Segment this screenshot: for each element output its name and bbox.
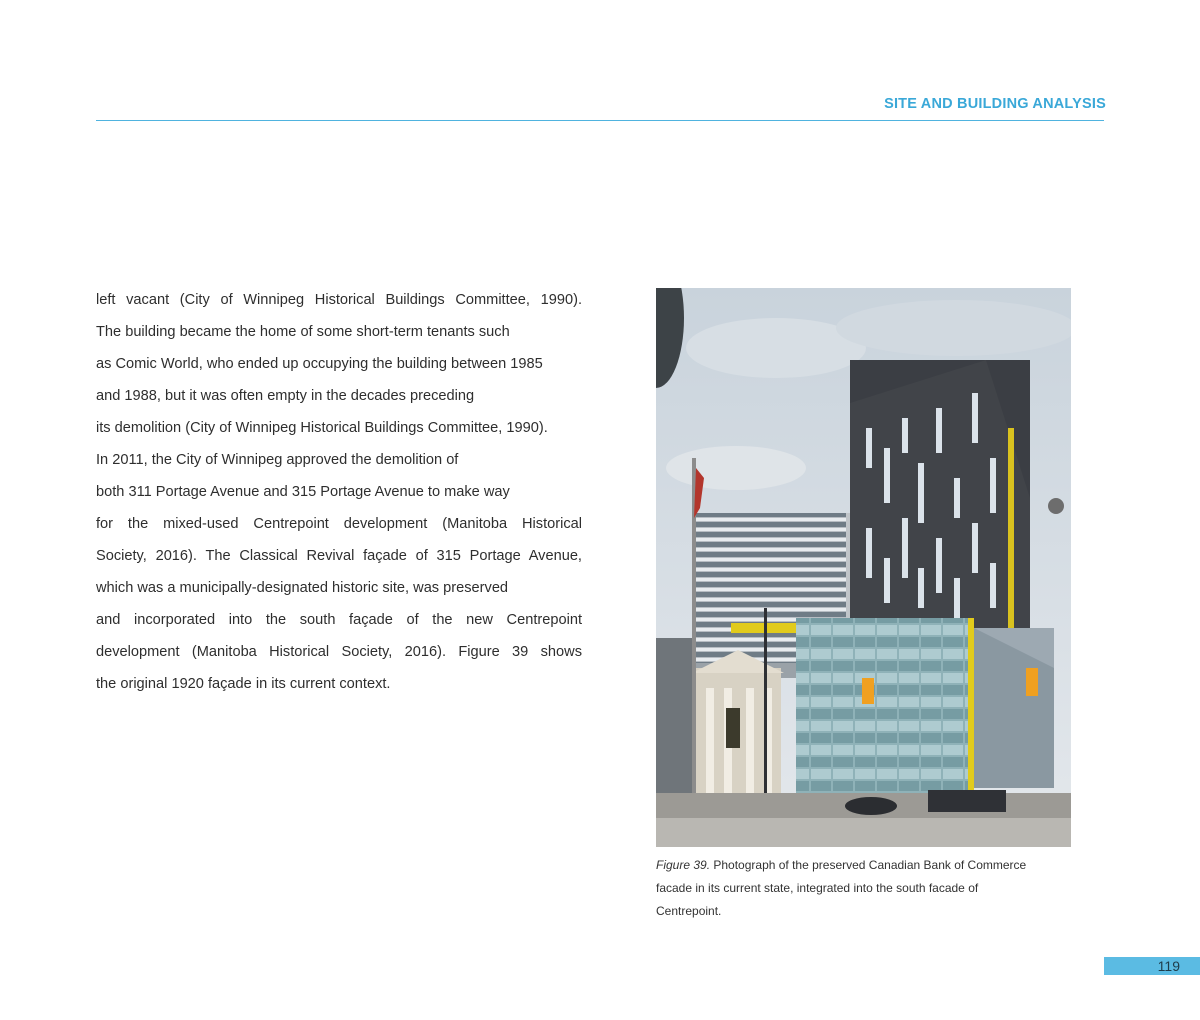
page-number: 119 [1157,958,1180,974]
figure-photograph [656,288,1071,847]
body-line: left vacant (City of Winnipeg Historical Buildings Committee, 1990). [96,292,582,308]
body-line: as Comic World, who ended up occupying the building between 1985 [96,356,543,372]
figure-caption [656,854,1076,923]
body-line: which was a municipally-designated historic site, was preserved [96,580,509,596]
body-line: its demolition (City of Winnipeg Historical Buildings Committee, 1990). [96,420,548,436]
body-paragraph [96,284,582,700]
caption-text: Photograph of the preserved Canadian Bank of Commerce [710,858,1027,872]
body-line: Society, 2016). The Classical Revival façade of 315 Portage Avenue, [96,548,582,564]
section-title: SITE AND BUILDING ANALYSIS [884,96,1106,112]
caption-line: facade in its current state, integrated into the south facade of [656,881,979,895]
body-line: both 311 Portage Avenue and 315 Portage Avenue to make way [96,484,510,500]
body-line: In 2011, the City of Winnipeg approved the demolition of [96,452,459,468]
body-line: the original 1920 façade in its current context. [96,676,391,692]
figure-label: Figure 39. [656,858,711,872]
body-line: and incorporated into the south façade of the new Centrepoint [96,612,582,628]
body-line: The building became the home of some short-term tenants such [96,324,510,340]
body-line: for the mixed-used Centrepoint development (Manitoba Historical [96,516,582,532]
caption-line [656,854,1076,877]
header-rule [96,120,1104,121]
body-line: development (Manitoba Historical Society, 2016). Figure 39 shows [96,644,582,660]
body-line: and 1988, but it was often empty in the decades preceding [96,388,475,404]
page-number-box [1104,957,1200,975]
caption-line: Centrepoint. [656,904,722,918]
